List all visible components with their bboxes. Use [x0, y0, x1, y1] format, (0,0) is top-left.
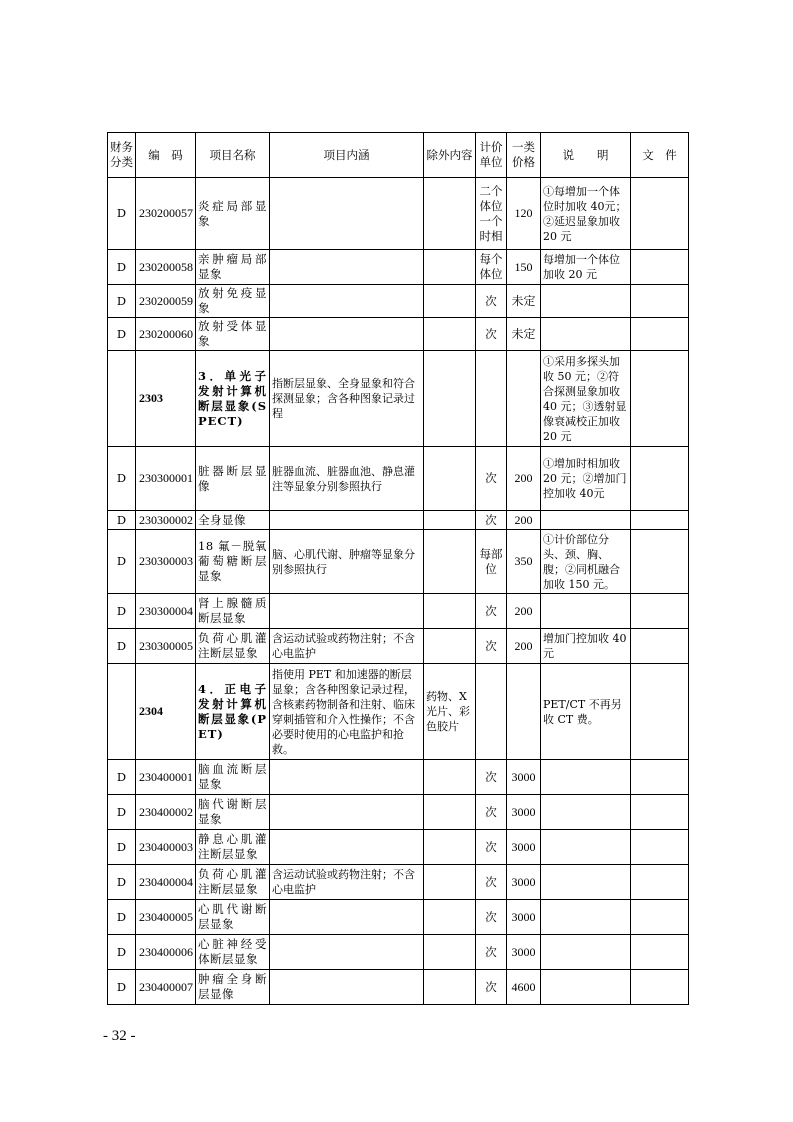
header-unit: 计价单位 [476, 133, 507, 178]
row-excluded [424, 629, 476, 664]
table-row [108, 795, 689, 830]
row-name: 负荷心肌灌注断层显象 [196, 865, 270, 900]
row-category: D [108, 530, 136, 594]
row-price: 350 [507, 530, 541, 594]
row-note [541, 511, 631, 530]
row-file [631, 760, 689, 795]
row-category [108, 664, 136, 760]
row-name: 脑血流断层显象 [196, 760, 270, 795]
row-category: D [108, 250, 136, 285]
table-row [108, 318, 689, 351]
row-file [631, 285, 689, 318]
table-row [108, 530, 689, 594]
row-price: 150 [507, 250, 541, 285]
row-note [541, 830, 631, 865]
page-number: - 32 - [103, 1028, 136, 1044]
row-unit: 次 [476, 318, 507, 351]
row-content: 指断层显象、全身显象和符合探测显象；含各种图象记录过程 [270, 351, 424, 447]
table-row [108, 285, 689, 318]
row-code: 230200060 [136, 318, 196, 351]
row-unit: 次 [476, 511, 507, 530]
row-file [631, 664, 689, 760]
row-excluded [424, 594, 476, 629]
row-content [270, 760, 424, 795]
row-note [541, 594, 631, 629]
row-note: 每增加一个体位加收 20 元 [541, 250, 631, 285]
row-price: 3000 [507, 935, 541, 970]
row-excluded [424, 250, 476, 285]
row-category: D [108, 447, 136, 511]
row-note: ①每增加一个体位时加收 40元；②延迟显象加收 20 元 [541, 178, 631, 250]
row-content [270, 285, 424, 318]
row-code: 230400001 [136, 760, 196, 795]
row-code: 230200057 [136, 178, 196, 250]
row-content [270, 318, 424, 351]
row-price: 3000 [507, 900, 541, 935]
row-unit: 次 [476, 935, 507, 970]
row-unit: 次 [476, 285, 507, 318]
row-name: 负荷心肌灌注断层显象 [196, 629, 270, 664]
row-name: 肿瘤全身断层显像 [196, 970, 270, 1005]
row-price: 3000 [507, 865, 541, 900]
row-excluded [424, 285, 476, 318]
table-row [108, 178, 689, 250]
row-excluded [424, 900, 476, 935]
row-unit: 次 [476, 760, 507, 795]
row-code: 230400007 [136, 970, 196, 1005]
row-note [541, 970, 631, 1005]
row-price: 200 [507, 511, 541, 530]
row-price: 200 [507, 594, 541, 629]
row-content [270, 900, 424, 935]
row-code: 230400003 [136, 830, 196, 865]
row-file [631, 900, 689, 935]
row-category: D [108, 178, 136, 250]
header-content: 项目内涵 [270, 133, 424, 178]
row-name: 3．单光子发射计算机断层显象(SPECT) [196, 351, 270, 447]
row-name: 炎症局部显象 [196, 178, 270, 250]
row-excluded: 药物、X 光片、彩色胶片 [424, 664, 476, 760]
row-code: 230300002 [136, 511, 196, 530]
row-unit: 次 [476, 594, 507, 629]
row-content: 指使用 PET 和加速器的断层显象；含各种图象记录过程，含核素药物制备和注射、临床穿刺插管和介入性操作；不含必要时使用的心电监护和抢救。 [270, 664, 424, 760]
row-code: 230300004 [136, 594, 196, 629]
row-excluded [424, 935, 476, 970]
row-code: 230300001 [136, 447, 196, 511]
row-note [541, 900, 631, 935]
row-name: 全身显像 [196, 511, 270, 530]
row-excluded [424, 830, 476, 865]
row-price: 3000 [507, 760, 541, 795]
row-name: 放射受体显象 [196, 318, 270, 351]
row-content [270, 830, 424, 865]
row-unit [476, 664, 507, 760]
row-file [631, 178, 689, 250]
row-unit: 每部位 [476, 530, 507, 594]
row-price: 200 [507, 629, 541, 664]
row-code: 2303 [136, 351, 196, 447]
row-name: 18 氟－脱氧葡萄糖断层显象 [196, 530, 270, 594]
table-row [108, 935, 689, 970]
row-file [631, 970, 689, 1005]
row-file [631, 629, 689, 664]
row-unit: 次 [476, 795, 507, 830]
row-category: D [108, 970, 136, 1005]
row-note: ①采用多探头加收 50 元；②符合探测显象加收 40 元；③透射显像衰减校正加收 20 元 [541, 351, 631, 447]
row-price [507, 664, 541, 760]
table-row [108, 900, 689, 935]
row-excluded [424, 351, 476, 447]
price-table [107, 132, 689, 1005]
table-row [108, 511, 689, 530]
table-row [108, 865, 689, 900]
table-row [108, 594, 689, 629]
row-content [270, 935, 424, 970]
row-name: 脑代谢断层显象 [196, 795, 270, 830]
row-name: 肾上腺髓质断层显象 [196, 594, 270, 629]
header-code: 编 码 [136, 133, 196, 178]
header-note: 说 明 [541, 133, 631, 178]
row-content [270, 795, 424, 830]
row-category: D [108, 318, 136, 351]
row-category [108, 351, 136, 447]
row-content [270, 178, 424, 250]
table-header-row [108, 133, 689, 178]
row-content: 脑、心肌代谢、肿瘤等显象分别参照执行 [270, 530, 424, 594]
row-file [631, 594, 689, 629]
row-content [270, 511, 424, 530]
header-file: 文 件 [631, 133, 689, 178]
row-category: D [108, 935, 136, 970]
row-code: 230400005 [136, 900, 196, 935]
row-unit: 次 [476, 900, 507, 935]
row-category: D [108, 511, 136, 530]
row-excluded [424, 530, 476, 594]
row-category: D [108, 594, 136, 629]
header-price: 一类价格 [507, 133, 541, 178]
row-unit: 次 [476, 629, 507, 664]
table-row [108, 250, 689, 285]
row-file [631, 351, 689, 447]
row-file [631, 447, 689, 511]
row-price: 120 [507, 178, 541, 250]
row-file [631, 830, 689, 865]
row-file [631, 795, 689, 830]
row-note: PET/CT 不再另收 CT 费。 [541, 664, 631, 760]
row-file [631, 318, 689, 351]
row-name: 亲肿瘤局部显象 [196, 250, 270, 285]
row-excluded [424, 865, 476, 900]
row-code: 230200059 [136, 285, 196, 318]
row-note: ①计价部位分头、颈、胸、腹；②同机融合加收 150 元。 [541, 530, 631, 594]
row-content [270, 250, 424, 285]
row-unit: 每个体位 [476, 250, 507, 285]
row-unit: 次 [476, 830, 507, 865]
header-category: 财务分类 [108, 133, 136, 178]
row-category: D [108, 795, 136, 830]
table-body [108, 178, 689, 1005]
row-category: D [108, 900, 136, 935]
row-category: D [108, 865, 136, 900]
header-excluded: 除外内容 [424, 133, 476, 178]
table-row [108, 830, 689, 865]
row-price: 未定 [507, 318, 541, 351]
row-content [270, 970, 424, 1005]
row-excluded [424, 970, 476, 1005]
row-name: 静息心肌灌注断层显象 [196, 830, 270, 865]
row-note: 增加门控加收 40 元 [541, 629, 631, 664]
row-unit: 次 [476, 447, 507, 511]
row-code: 230300005 [136, 629, 196, 664]
row-excluded [424, 795, 476, 830]
row-code: 230400002 [136, 795, 196, 830]
table-row [108, 970, 689, 1005]
header-name: 项目名称 [196, 133, 270, 178]
row-price [507, 351, 541, 447]
section-row [108, 351, 689, 447]
row-category: D [108, 629, 136, 664]
section-row [108, 664, 689, 760]
row-note [541, 935, 631, 970]
row-file [631, 935, 689, 970]
row-name: 脏器断层显像 [196, 447, 270, 511]
row-content: 含运动试验或药物注射；不含心电监护 [270, 629, 424, 664]
row-unit: 次 [476, 970, 507, 1005]
table-row [108, 447, 689, 511]
row-file [631, 511, 689, 530]
row-file [631, 530, 689, 594]
row-price: 200 [507, 447, 541, 511]
row-unit: 次 [476, 865, 507, 900]
row-price: 3000 [507, 830, 541, 865]
row-note: ①增加时相加收 20 元；②增加门控加收 40元 [541, 447, 631, 511]
row-category: D [108, 285, 136, 318]
row-file [631, 250, 689, 285]
row-unit [476, 351, 507, 447]
row-code: 230400006 [136, 935, 196, 970]
row-note [541, 760, 631, 795]
row-price: 未定 [507, 285, 541, 318]
row-name: 4．正电子发射计算机断层显象(PET) [196, 664, 270, 760]
row-content [270, 594, 424, 629]
row-note [541, 318, 631, 351]
row-unit: 二个体位一个时相 [476, 178, 507, 250]
row-note [541, 795, 631, 830]
row-code: 230200058 [136, 250, 196, 285]
row-excluded [424, 511, 476, 530]
row-excluded [424, 760, 476, 795]
row-price: 4600 [507, 970, 541, 1005]
row-name: 心脏神经受体断层显象 [196, 935, 270, 970]
row-category: D [108, 760, 136, 795]
row-name: 心肌代谢断层显象 [196, 900, 270, 935]
row-price: 3000 [507, 795, 541, 830]
table-row [108, 760, 689, 795]
row-category: D [108, 830, 136, 865]
row-code: 230400004 [136, 865, 196, 900]
row-note [541, 285, 631, 318]
row-code: 230300003 [136, 530, 196, 594]
row-excluded [424, 178, 476, 250]
row-content: 脏器血流、脏器血池、静息灌注等显象分别参照执行 [270, 447, 424, 511]
row-excluded [424, 318, 476, 351]
row-file [631, 865, 689, 900]
row-note [541, 865, 631, 900]
row-name: 放射免疫显象 [196, 285, 270, 318]
table-row [108, 629, 689, 664]
row-excluded [424, 447, 476, 511]
row-content: 含运动试验或药物注射；不含心电监护 [270, 865, 424, 900]
row-code: 2304 [136, 664, 196, 760]
